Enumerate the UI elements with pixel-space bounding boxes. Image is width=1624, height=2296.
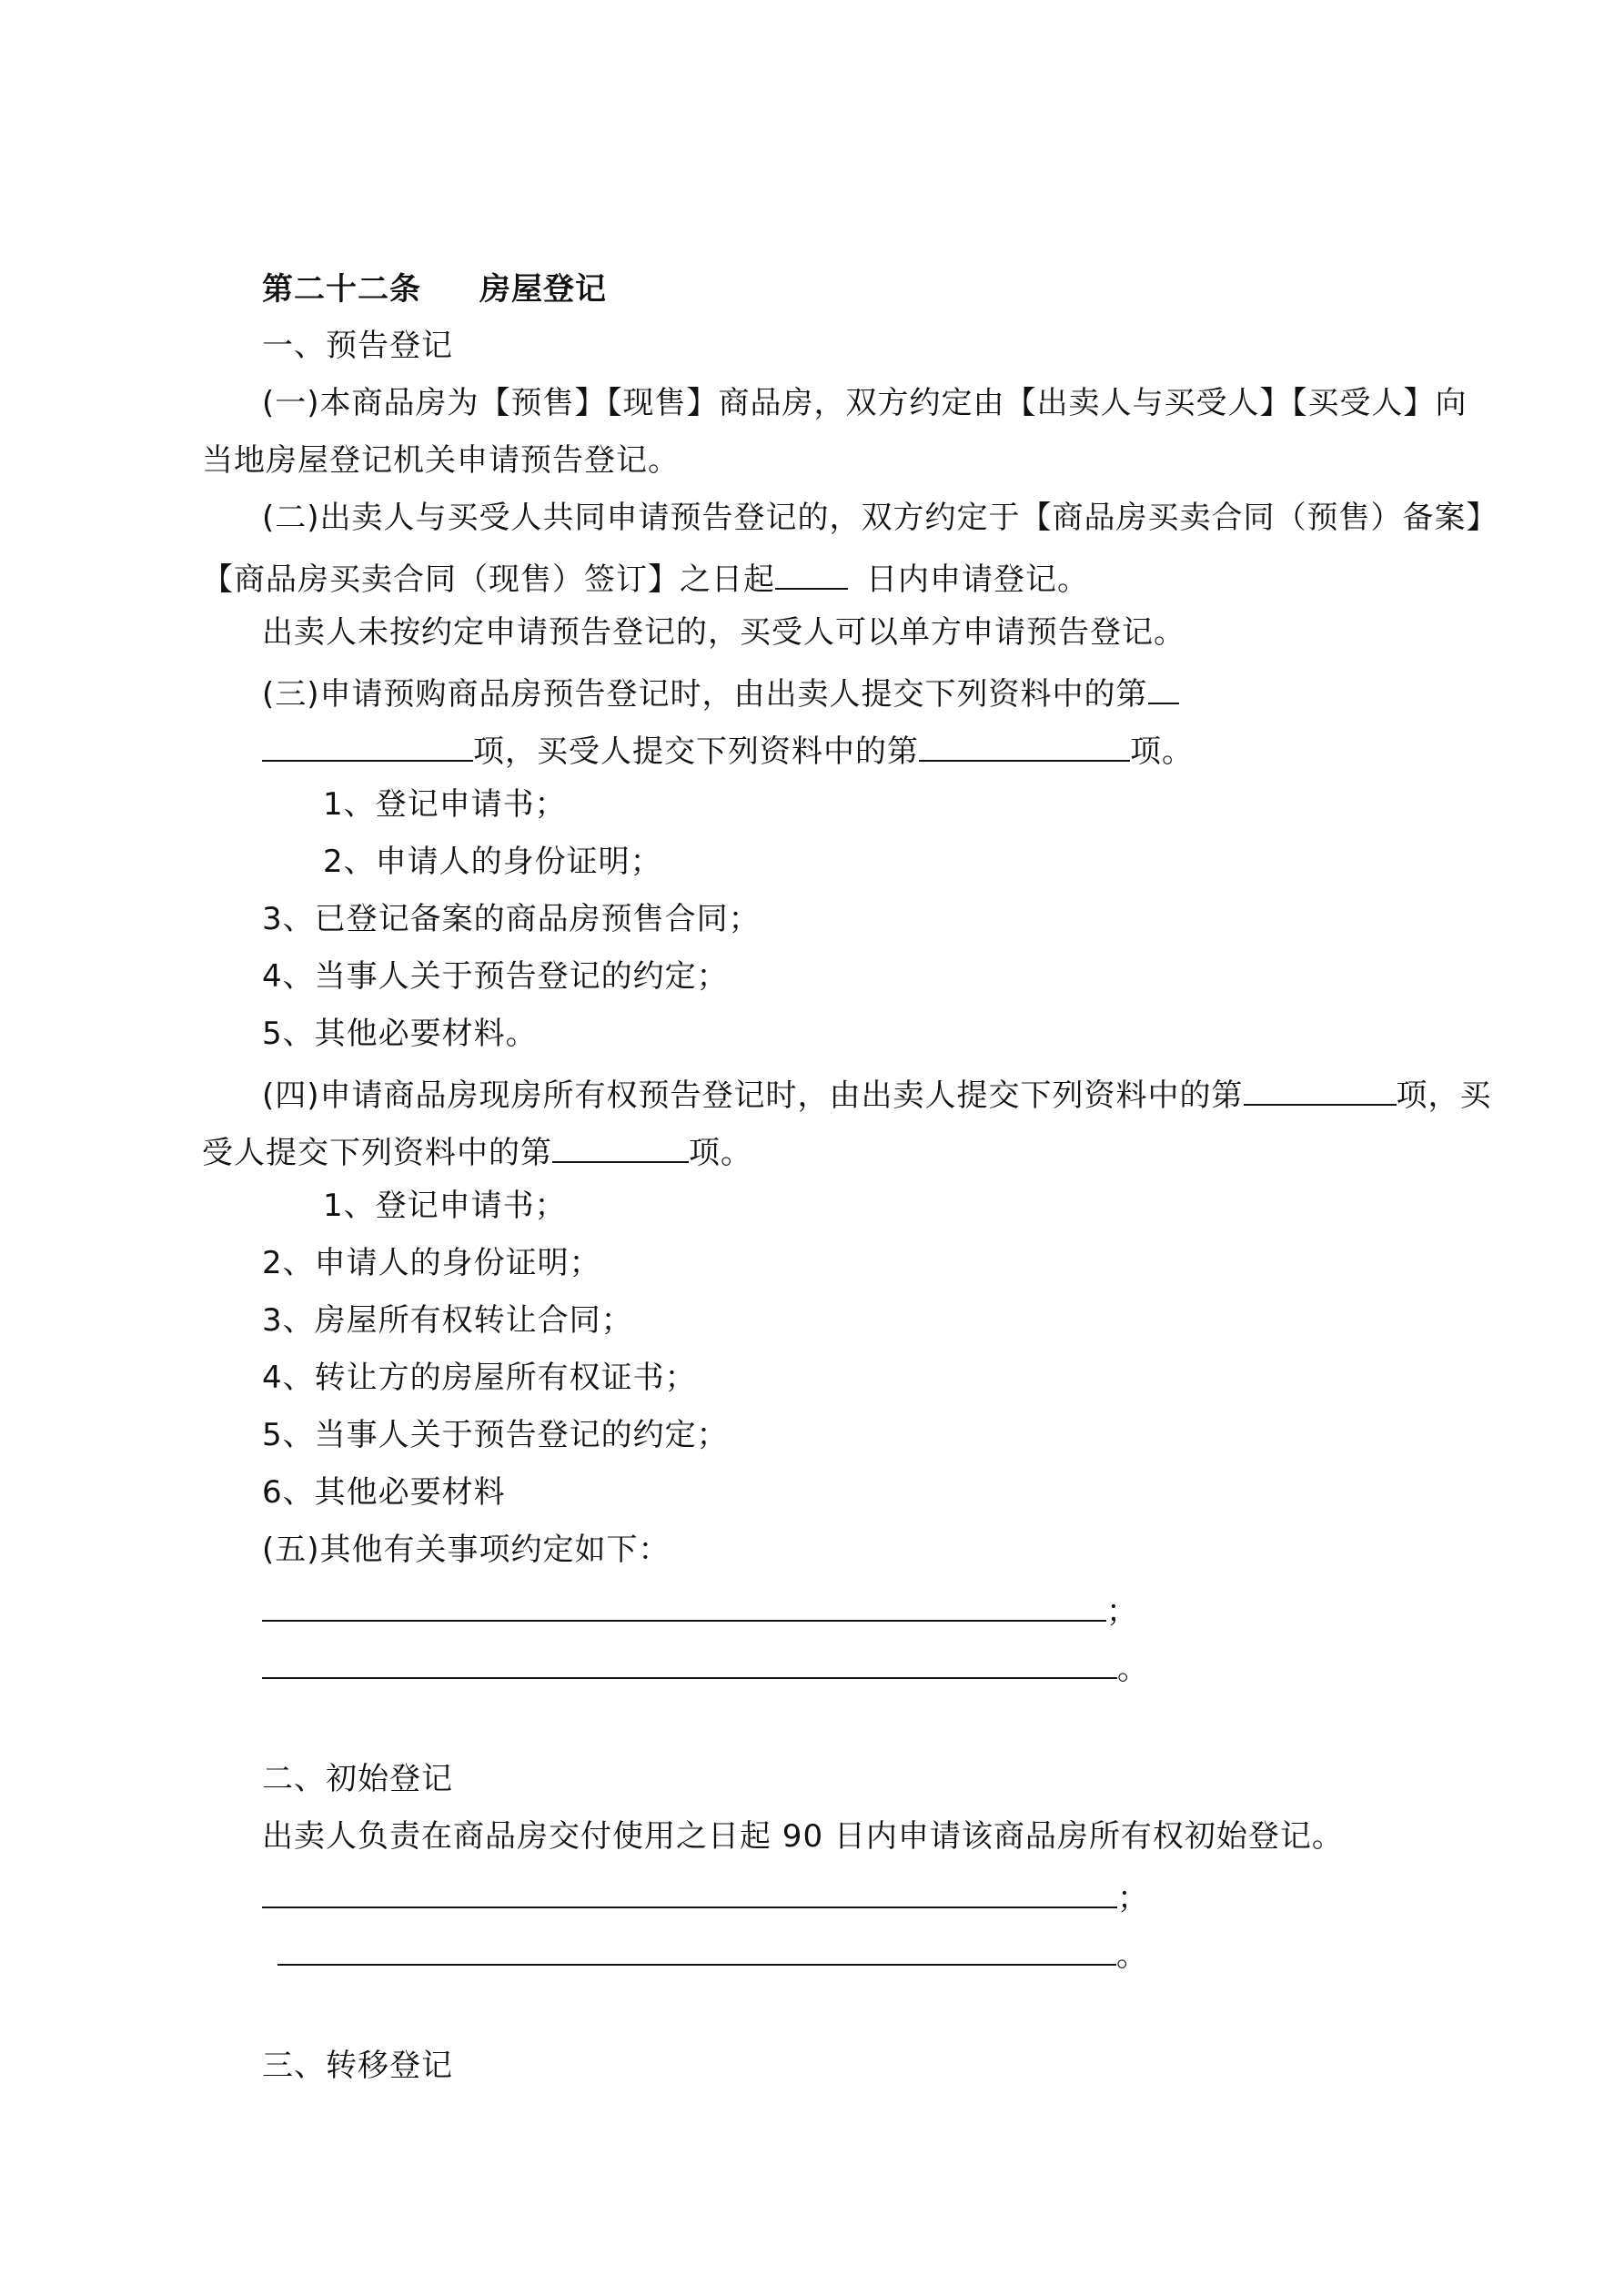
paragraph-3-line-1	[262, 670, 1179, 714]
list-item: 5、其他必要材料。	[262, 1016, 538, 1052]
seller-items-blank-2[interactable]	[1244, 1071, 1397, 1106]
initial-registration-text: 出卖人负责在商品房交付使用之日起 90 日内申请该商品房所有权初始登记。	[262, 1818, 1344, 1855]
list-item: 1、登记申请书；	[323, 1188, 567, 1224]
list-item: 4、转让方的房屋所有权证书；	[262, 1360, 697, 1396]
list-item: 4、当事人关于预告登记的约定；	[262, 958, 729, 995]
article-heading: 房屋登记	[479, 271, 607, 308]
paragraph-2-text-b: 日内申请登记。	[866, 561, 1089, 598]
paragraph-2-line-1: (二)出卖人与买受人共同申请预告登记的，双方约定于【商品房买卖合同（预售）备案】	[262, 500, 1498, 536]
paragraph-2-text-a: 【商品房买卖合同（现售）签订】之日起	[202, 561, 775, 598]
buyer-items-blank[interactable]	[919, 727, 1130, 762]
line-end-punct: 。	[1116, 1937, 1148, 1974]
buyer-items-blank-2[interactable]	[552, 1128, 689, 1163]
seller-items-blank-a[interactable]	[1148, 670, 1179, 704]
paragraph-4-text: (四)申请商品房现房所有权预告登记时，由出卖人提交下列资料中的第	[262, 1077, 1244, 1114]
days-blank[interactable]	[775, 555, 848, 590]
paragraph-4-text-d: 项。	[689, 1135, 752, 1171]
blank-line	[262, 1874, 1149, 1918]
other-matters-blank-1[interactable]	[262, 1587, 1106, 1622]
paragraph-2-line-3: 出卖人未按约定申请预告登记的，买受人可以单方申请预告登记。	[262, 614, 1185, 651]
paragraph-5: (五)其他有关事项约定如下：	[262, 1532, 671, 1568]
blank-line	[262, 1644, 1149, 1689]
paragraph-1-line-1: (一)本商品房为【预售】【现售】商品房，双方约定由【出卖人与买受人】【买受人】向	[262, 385, 1468, 421]
seller-items-blank-b[interactable]	[262, 727, 473, 762]
paragraph-4-line-2	[202, 1128, 752, 1173]
blank-line	[277, 1931, 1148, 1976]
paragraph-4-line-1	[262, 1071, 1492, 1116]
list-item: 1、登记申请书；	[323, 786, 567, 823]
initial-blank-2[interactable]	[277, 1931, 1116, 1966]
list-item: 6、其他必要材料	[262, 1474, 506, 1511]
section-heading-initial: 二、初始登记	[262, 1761, 453, 1797]
line-end-punct: 。	[1117, 1651, 1149, 1687]
paragraph-4-text-b: 项，买	[1396, 1077, 1492, 1114]
article-title	[262, 269, 607, 309]
article-number: 第二十二条	[262, 271, 421, 308]
paragraph-3-text-c: 项。	[1130, 733, 1194, 770]
line-end-punct: ；	[1117, 1880, 1149, 1917]
paragraph-1-line-2: 当地房屋登记机关申请预告登记。	[202, 442, 680, 479]
paragraph-2-line-2	[202, 555, 1089, 600]
other-matters-blank-2[interactable]	[262, 1644, 1117, 1679]
paragraph-4-text-c: 受人提交下列资料中的第	[202, 1135, 552, 1171]
section-heading-prenotice: 一、预告登记	[262, 328, 453, 364]
line-end-punct: ；	[1106, 1593, 1138, 1630]
paragraph-3-text-b: 项，买受人提交下列资料中的第	[473, 733, 919, 770]
list-item: 2、申请人的身份证明；	[262, 1245, 601, 1281]
paragraph-3-line-2	[262, 727, 1194, 772]
list-item: 5、当事人关于预告登记的约定；	[262, 1417, 729, 1453]
paragraph-3-text: (三)申请预购商品房预告登记时，由出卖人提交下列资料中的第	[262, 676, 1148, 713]
section-heading-transfer: 三、转移登记	[262, 2048, 453, 2084]
list-item: 3、已登记备案的商品房预售合同；	[262, 901, 761, 937]
blank-line	[262, 1587, 1138, 1632]
list-item: 3、房屋所有权转让合同；	[262, 1302, 633, 1339]
initial-blank-1[interactable]	[262, 1874, 1117, 1908]
list-item: 2、申请人的身份证明；	[323, 844, 662, 880]
